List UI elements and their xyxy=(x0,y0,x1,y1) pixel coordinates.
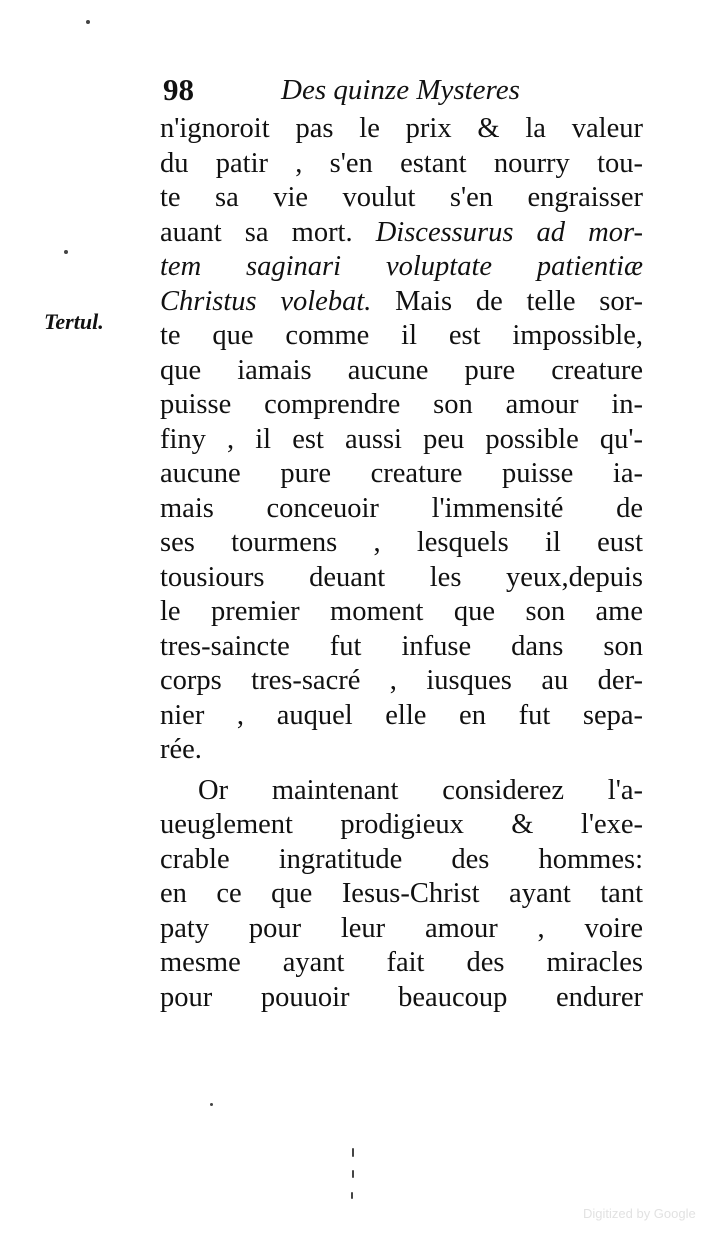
text-line: pour pouuoir beaucoup endurer xyxy=(160,981,643,1013)
text-line: te sa vie voulut s'en engraisser xyxy=(160,182,643,213)
text-line: finy , il est aussi peu possible qu'- xyxy=(160,423,643,455)
text-line: tousiours deuant les yeux,depuis xyxy=(160,561,643,593)
text-line: tres-saincte fut infuse dans son xyxy=(160,630,643,662)
text-line xyxy=(160,250,643,285)
text-line: puisse comprendre son amour in- xyxy=(160,389,643,420)
text-line: nier , auquel elle en fut sepa- xyxy=(160,699,643,731)
text-line: ses tourmens , lesquels il eust xyxy=(160,527,643,558)
text-line: aucune pure creature puisse ia- xyxy=(160,458,643,489)
text-line: Or maintenant considerez l'a- xyxy=(198,774,643,806)
ink-speck xyxy=(352,1148,354,1157)
text-line: paty pour leur amour , voire xyxy=(160,912,643,944)
ink-speck xyxy=(351,1192,353,1199)
text-line: rée. xyxy=(160,734,202,765)
text-line: te que comme il est impossible, xyxy=(160,320,643,351)
text-line: n'ignoroit pas le prix & la valeur xyxy=(160,113,643,144)
text-line: en ce que Iesus-Christ ayant tant xyxy=(160,878,643,909)
ink-speck xyxy=(352,1170,354,1178)
ink-speck xyxy=(64,250,68,254)
text-line: ueuglement prodigieux & l'exe- xyxy=(160,809,643,840)
text-line: corps tres-sacré , iusques au der- xyxy=(160,665,643,696)
latin-quotation: Christus volebat. xyxy=(160,285,372,317)
text-line: crable ingratitude des hommes: xyxy=(160,843,643,875)
text-line: mais conceuoir l'immensité de xyxy=(160,492,643,524)
running-header xyxy=(163,70,643,110)
ink-speck xyxy=(210,1103,213,1106)
body-text xyxy=(160,112,643,1015)
latin-quotation: Discessurus ad mor- xyxy=(375,216,643,248)
text-line: mesme ayant fait des miracles xyxy=(160,947,643,978)
ink-speck xyxy=(86,20,90,24)
text-line: auant sa mort. Discessurus ad mor- xyxy=(160,216,643,248)
margin-note: Tertul. xyxy=(44,309,104,334)
digitization-watermark: Digitized by Google xyxy=(583,1206,696,1221)
latin-quotation: tem saginari voluptate patientiæ xyxy=(160,251,643,282)
text-line: du patir , s'en estant nourry tou- xyxy=(160,147,643,179)
text-line: que iamais aucune pure creature xyxy=(160,354,643,386)
running-title: Des quinze Mysteres xyxy=(281,74,520,106)
text-line: Christus volebat. Mais de telle sor- xyxy=(160,285,643,317)
text-line: le premier moment que son ame xyxy=(160,596,643,627)
page-number: 98 xyxy=(163,72,194,107)
